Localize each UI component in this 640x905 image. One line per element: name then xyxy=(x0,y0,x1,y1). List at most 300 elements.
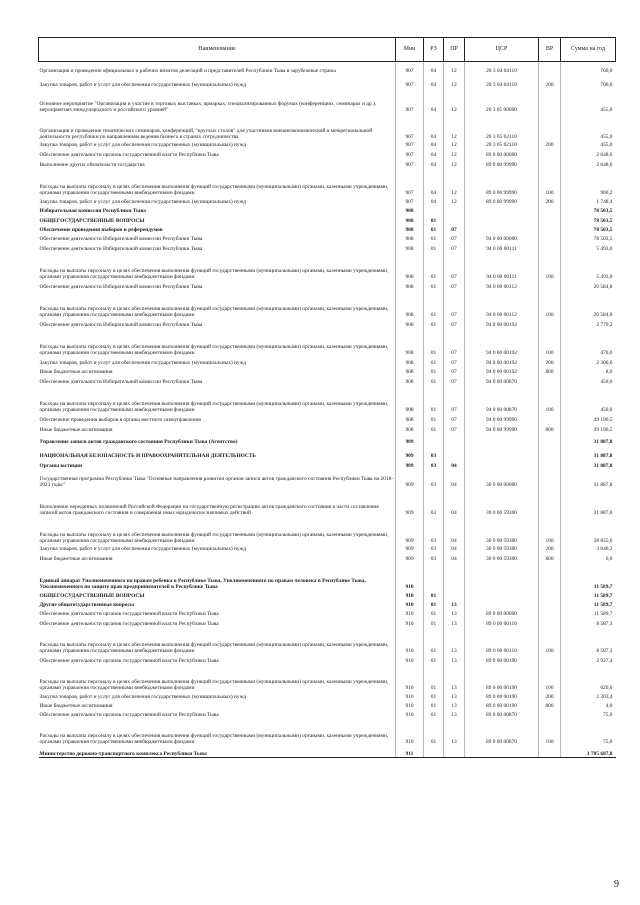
row-vr-cell xyxy=(539,206,561,215)
row-csr-cell: 30 0 00 59300 xyxy=(465,517,539,545)
row-name-cell: Иные бюджетные ассигнования xyxy=(39,703,113,710)
row-pr-cell: 13 xyxy=(444,701,465,710)
row-rz-cell xyxy=(424,563,444,591)
row-min-cell: 910 xyxy=(396,701,424,710)
row-vr-cell xyxy=(539,159,561,169)
table-row xyxy=(39,446,616,460)
table-row xyxy=(39,75,616,89)
row-name-cell: Закупка товаров, работ и услуг для обеспечения государственных (муниципальных) нужд xyxy=(39,546,247,553)
table-row xyxy=(39,460,616,470)
row-rz-cell: 04 xyxy=(424,197,444,206)
row-name-cell: Расходы на выплаты персоналу в целях обеспечения выполнения функций государственными (муниципальными) органами, казенными учреждениями, органами управления государственными внебюджетными фондами xyxy=(39,343,389,357)
row-sum-cell: 5 493,0 xyxy=(561,243,616,253)
row-sum-cell: 49 196,5 xyxy=(561,414,616,424)
row-vr-cell xyxy=(539,376,561,386)
row-vr-cell: 100 xyxy=(539,329,561,357)
row-name-cell: Обеспечение деятельности органов государственной власти Республики Тыва xyxy=(39,611,219,618)
row-vr-cell: 100 xyxy=(539,253,561,281)
row-sum-cell: 78 503,5 xyxy=(561,206,616,215)
row-vr-cell xyxy=(539,414,561,424)
row-min-cell: 910 xyxy=(396,591,424,600)
row-csr-cell: 30 0 00 00000 xyxy=(465,470,539,489)
row-csr-cell: 89 0 00 00000 xyxy=(465,149,539,159)
row-sum-cell: 78 503,5 xyxy=(561,225,616,234)
row-sum-cell: 900,2 xyxy=(561,169,616,197)
row-vr-cell: 800 xyxy=(539,424,561,434)
row-min-cell: 908 xyxy=(396,234,424,243)
row-csr-cell: 20 3 04 04110 xyxy=(465,62,539,75)
table-row xyxy=(39,89,616,114)
row-csr-cell: 94 0 00 99990 xyxy=(465,424,539,434)
row-rz-cell: 01 xyxy=(424,225,444,234)
row-csr-cell: 89 0 00 00190 xyxy=(465,665,539,692)
row-vr-cell: 800 xyxy=(539,701,561,710)
row-min-cell: 908 xyxy=(396,386,424,414)
row-vr-cell xyxy=(539,710,561,719)
row-csr-cell: 89 0 00 00190 xyxy=(465,655,539,665)
row-name-cell: Обеспечение деятельности органов государственной власти Республики Тыва xyxy=(39,712,219,719)
row-rz-cell: 04 xyxy=(424,62,444,75)
row-pr-cell: 13 xyxy=(444,628,465,655)
table-row xyxy=(39,197,616,206)
row-sum-cell: 11 589,7 xyxy=(561,600,616,609)
row-min-cell: 908 xyxy=(396,357,424,367)
row-sum-cell: 49 196,5 xyxy=(561,424,616,434)
col-header-csr: ЦСР xyxy=(465,38,539,62)
row-vr-cell xyxy=(539,281,561,291)
row-name-cell: Обеспечение деятельности Избирательной комиссии Республики Тыва xyxy=(39,284,203,291)
table-row xyxy=(39,329,616,357)
row-name-cell: Обеспечение деятельности Избирательной комиссии Республики Тыва xyxy=(39,246,203,253)
row-rz-cell: 01 xyxy=(424,253,444,281)
row-sum-cell: 5 493,0 xyxy=(561,253,616,281)
row-csr-cell: 89 0 00 00110 xyxy=(465,618,539,628)
row-rz-cell: 01 xyxy=(424,701,444,710)
row-name-cell: Государственная программа Республики Тыва "Основные направления развития органов записи актов гражданского состояния Республики Тыва на 2018-2023 годы" xyxy=(39,475,394,489)
row-vr-cell xyxy=(539,655,561,665)
table-row xyxy=(39,206,616,215)
table-row xyxy=(39,655,616,665)
row-sum-cell: 11 589,7 xyxy=(561,609,616,618)
table-row xyxy=(39,470,616,489)
table-row xyxy=(39,149,616,159)
row-rz-cell xyxy=(424,206,444,215)
row-min-cell: 910 xyxy=(396,563,424,591)
row-pr-cell: 07 xyxy=(444,414,465,424)
table-row xyxy=(39,386,616,414)
row-vr-cell: 200 xyxy=(539,75,561,89)
row-csr-cell: 20 3 05 02110 xyxy=(465,114,539,141)
col-header-pr: ПР xyxy=(444,38,465,62)
row-pr-cell: 13 xyxy=(444,618,465,628)
row-min-cell: 908 xyxy=(396,424,424,434)
row-min-cell: 907 xyxy=(396,169,424,197)
row-name-cell: Обеспечение деятельности Избирательной комиссии Республики Тыва xyxy=(39,379,203,386)
row-name-cell: Расходы на выплаты персоналу в целях обеспечения выполнения функций государственными (муниципальными) органами, казенными учреждениями, органами управления государственными внебюджетными фондами xyxy=(39,267,389,281)
table-row xyxy=(39,141,616,149)
row-pr-cell: 12 xyxy=(444,89,465,114)
row-name-cell: Закупка товаров, работ и услуг для обеспечения государственных (муниципальных) нужд xyxy=(39,199,247,206)
row-vr-cell xyxy=(539,460,561,470)
col-header-vr: ВР xyxy=(539,38,561,62)
row-pr-cell: 13 xyxy=(444,719,465,746)
row-name-cell: Обеспечение деятельности Избирательной комиссии Республики Тыва xyxy=(39,322,203,329)
row-rz-cell: 01 xyxy=(424,710,444,719)
row-pr-cell: 12 xyxy=(444,159,465,169)
row-vr-cell: 200 xyxy=(539,197,561,206)
row-csr-cell xyxy=(465,225,539,234)
row-sum-cell: 20 584,8 xyxy=(561,281,616,291)
row-sum-cell: 2 927,4 xyxy=(561,655,616,665)
table-row xyxy=(39,591,616,600)
row-min-cell: 910 xyxy=(396,719,424,746)
row-sum-cell: 700,0 xyxy=(561,62,616,75)
row-csr-cell: 94 0 00 99990 xyxy=(465,414,539,424)
row-csr-cell xyxy=(465,600,539,609)
row-pr-cell: 07 xyxy=(444,281,465,291)
row-csr-cell: 20 3 05 00000 xyxy=(465,89,539,114)
row-pr-cell xyxy=(444,446,465,460)
row-sum-cell: 11 589,7 xyxy=(561,591,616,600)
row-vr-cell xyxy=(539,319,561,329)
row-sum-cell: 455,0 xyxy=(561,89,616,114)
row-vr-cell xyxy=(539,434,561,446)
row-pr-cell: 07 xyxy=(444,253,465,281)
budget-table xyxy=(38,37,616,758)
row-csr-cell: 89 0 00 99990 xyxy=(465,197,539,206)
row-name-cell: Закупка товаров, работ и услуг для обеспечения государственных (муниципальных) нужд xyxy=(39,142,247,149)
row-csr-cell: 89 0 00 00190 xyxy=(465,692,539,701)
row-pr-cell: 07 xyxy=(444,357,465,367)
row-min-cell: 907 xyxy=(396,62,424,75)
col-header-name: Наименование xyxy=(39,38,396,62)
row-vr-cell: 100 xyxy=(539,517,561,545)
row-name-cell: Единый аппарат Уполномоченного по правам ребенка в Республике Тыва, Уполномоченного по правам человека в Республике Тыва, Уполномоченного по защите прав предпринимателей в Республике Тыва xyxy=(39,577,366,591)
row-csr-cell: 94 0 00 00192 xyxy=(465,357,539,367)
row-pr-cell: 07 xyxy=(444,329,465,357)
row-rz-cell: 01 xyxy=(424,291,444,319)
row-rz-cell: 01 xyxy=(424,414,444,424)
row-csr-cell xyxy=(465,215,539,225)
row-vr-cell xyxy=(539,563,561,591)
row-name-cell: Основное мероприятие "Организация и участие в торговых выставках, ярмарках, специализированных форумах (конференциях, семинарах и др.), мероприятиях международного и российского уровней" xyxy=(39,100,377,114)
row-vr-cell: 800 xyxy=(539,367,561,376)
row-pr-cell: 07 xyxy=(444,376,465,386)
row-csr-cell: 94 0 00 00192 xyxy=(465,367,539,376)
row-min-cell: 910 xyxy=(396,665,424,692)
row-min-cell: 908 xyxy=(396,329,424,357)
row-rz-cell: 03 xyxy=(424,489,444,517)
row-rz-cell: 04 xyxy=(424,89,444,114)
row-csr-cell xyxy=(465,591,539,600)
row-name-cell: Закупка товаров, работ и услуг для обеспечения государственных (муниципальных) нужд xyxy=(39,360,247,367)
row-name-cell: Организация и проведение тематических семинаров, конференций, "круглых столов" для участников внешнеэкономической и межрегиональной деятельности республики по направлениям ведения бизнеса в странах сотрудничества xyxy=(39,127,373,141)
row-csr-cell: 30 0 00 59300 xyxy=(465,553,539,563)
row-pr-cell: 12 xyxy=(444,75,465,89)
row-csr-cell: 89 0 00 99990 xyxy=(465,159,539,169)
row-sum-cell: 75,0 xyxy=(561,710,616,719)
row-sum-cell: 78 503,5 xyxy=(561,234,616,243)
row-sum-cell: 28 835,6 xyxy=(561,517,616,545)
row-min-cell: 907 xyxy=(396,89,424,114)
row-rz-cell: 04 xyxy=(424,141,444,149)
row-csr-cell: 94 0 00 00192 xyxy=(465,329,539,357)
row-vr-cell xyxy=(539,62,561,75)
table-row xyxy=(39,114,616,141)
row-pr-cell: 04 xyxy=(444,553,465,563)
row-min-cell: 907 xyxy=(396,141,424,149)
table-header-row xyxy=(39,38,616,62)
row-pr-cell xyxy=(444,591,465,600)
row-sum-cell: 31 887,8 xyxy=(561,434,616,446)
row-pr-cell xyxy=(444,206,465,215)
table-row xyxy=(39,553,616,563)
col-header-min: Мин xyxy=(396,38,424,62)
row-rz-cell: 03 xyxy=(424,470,444,489)
table-row xyxy=(39,253,616,281)
row-min-cell: 910 xyxy=(396,655,424,665)
row-pr-cell: 07 xyxy=(444,234,465,243)
row-sum-cell: 450,0 xyxy=(561,376,616,386)
row-sum-cell: 8,6 xyxy=(561,367,616,376)
table-row xyxy=(39,225,616,234)
row-name-cell: Расходы на выплаты персоналу в целях обеспечения выполнения функций государственными (муниципальными) органами, казенными учреждениями, органами управления государственными внебюджетными фондами xyxy=(39,183,389,197)
row-rz-cell: 01 xyxy=(424,424,444,434)
row-rz-cell: 01 xyxy=(424,609,444,618)
row-min-cell: 910 xyxy=(396,618,424,628)
table-row xyxy=(39,692,616,701)
row-rz-cell: 04 xyxy=(424,114,444,141)
table-row xyxy=(39,434,616,446)
col-header-sum: Сумма на год xyxy=(561,38,616,62)
row-vr-cell xyxy=(539,609,561,618)
row-pr-cell: 13 xyxy=(444,692,465,701)
row-vr-cell: 100 xyxy=(539,665,561,692)
table-row xyxy=(39,414,616,424)
row-pr-cell: 07 xyxy=(444,225,465,234)
row-pr-cell: 13 xyxy=(444,710,465,719)
row-pr-cell: 12 xyxy=(444,141,465,149)
row-min-cell: 909 xyxy=(396,460,424,470)
table-row xyxy=(39,701,616,710)
table-row xyxy=(39,234,616,243)
row-vr-cell: 800 xyxy=(539,553,561,563)
row-name-cell: Выполнение других обязательств государства xyxy=(39,162,145,169)
row-pr-cell: 04 xyxy=(444,517,465,545)
table-row xyxy=(39,424,616,434)
row-pr-cell: 04 xyxy=(444,470,465,489)
row-min-cell: 908 xyxy=(396,206,424,215)
table-row xyxy=(39,600,616,609)
row-csr-cell xyxy=(465,446,539,460)
row-name-cell: Организация и проведение официальных и рабочих визитов делегаций и представителей Республики Тыва в зарубежные страны xyxy=(39,68,336,75)
row-rz-cell: 01 xyxy=(424,367,444,376)
row-min-cell: 909 xyxy=(396,434,424,446)
row-vr-cell xyxy=(539,243,561,253)
row-min-cell: 908 xyxy=(396,414,424,424)
row-pr-cell: 07 xyxy=(444,319,465,329)
row-min-cell: 908 xyxy=(396,291,424,319)
row-name-cell: Расходы на выплаты персоналу в целях обеспечения выполнения функций государственными (муниципальными) органами, казенными учреждениями, органами управления государственными внебюджетными фондами xyxy=(39,305,389,319)
row-min-cell: 908 xyxy=(396,319,424,329)
row-min-cell: 908 xyxy=(396,376,424,386)
row-name-cell: Иные бюджетные ассигнования xyxy=(39,556,113,563)
row-rz-cell: 01 xyxy=(424,665,444,692)
row-sum-cell: 8 587,3 xyxy=(561,618,616,628)
row-csr-cell xyxy=(465,460,539,470)
row-vr-cell xyxy=(539,234,561,243)
row-name-cell: Избирательная комиссия Республики Тыва xyxy=(39,208,146,215)
row-sum-cell: 6,0 xyxy=(561,553,616,563)
row-pr-cell: 13 xyxy=(444,655,465,665)
row-sum-cell: 2 648,6 xyxy=(561,149,616,159)
row-rz-cell: 04 xyxy=(424,169,444,197)
table-row xyxy=(39,545,616,553)
table-row xyxy=(39,746,616,758)
row-vr-cell xyxy=(539,149,561,159)
row-sum-cell: 11 589,7 xyxy=(561,563,616,591)
row-csr-cell: 89 0 00 00110 xyxy=(465,628,539,655)
row-vr-cell xyxy=(539,89,561,114)
row-min-cell: 910 xyxy=(396,710,424,719)
row-min-cell: 909 xyxy=(396,470,424,489)
row-rz-cell: 03 xyxy=(424,446,444,460)
row-sum-cell: 4,0 xyxy=(561,701,616,710)
row-sum-cell: 700,0 xyxy=(561,75,616,89)
row-pr-cell xyxy=(444,434,465,446)
row-rz-cell: 01 xyxy=(424,600,444,609)
row-rz-cell xyxy=(424,746,444,758)
row-rz-cell: 01 xyxy=(424,243,444,253)
row-min-cell: 910 xyxy=(396,628,424,655)
row-csr-cell xyxy=(465,563,539,591)
row-vr-cell xyxy=(539,446,561,460)
row-vr-cell xyxy=(539,489,561,517)
row-name-cell: Обеспечение деятельности органов государственной власти Республики Тыва xyxy=(39,658,219,665)
row-rz-cell: 01 xyxy=(424,719,444,746)
row-name-cell: ОБЩЕГОСУДАРСТВЕННЫЕ ВОПРОСЫ xyxy=(39,218,145,225)
row-name-cell: Обеспечение деятельности органов государственной власти Республики Тыва xyxy=(39,152,219,159)
row-min-cell: 908 xyxy=(396,243,424,253)
row-sum-cell: 75,0 xyxy=(561,719,616,746)
row-rz-cell: 01 xyxy=(424,319,444,329)
row-sum-cell: 31 887,8 xyxy=(561,446,616,460)
row-rz-cell: 04 xyxy=(424,75,444,89)
row-pr-cell: 12 xyxy=(444,149,465,159)
row-sum-cell: 450,0 xyxy=(561,386,616,414)
row-min-cell: 910 xyxy=(396,609,424,618)
row-min-cell: 910 xyxy=(396,692,424,701)
row-sum-cell: 31 887,8 xyxy=(561,460,616,470)
table-row xyxy=(39,367,616,376)
table-row xyxy=(39,489,616,517)
table-row xyxy=(39,563,616,591)
row-sum-cell: 3 046,2 xyxy=(561,545,616,553)
row-rz-cell: 01 xyxy=(424,329,444,357)
table-row xyxy=(39,319,616,329)
row-name-cell: Расходы на выплаты персоналу в целях обеспечения выполнения функций государственными (муниципальными) органами, казенными учреждениями, органами управления государственными внебюджетными фондами xyxy=(39,400,389,414)
row-pr-cell: 07 xyxy=(444,243,465,253)
table-row xyxy=(39,159,616,169)
table-body xyxy=(39,62,616,758)
row-sum-cell: 455,0 xyxy=(561,141,616,149)
row-csr-cell: 94 0 00 00870 xyxy=(465,386,539,414)
row-pr-cell: 12 xyxy=(444,114,465,141)
row-sum-cell: 31 887,8 xyxy=(561,470,616,489)
row-rz-cell: 03 xyxy=(424,460,444,470)
row-rz-cell: 01 xyxy=(424,357,444,367)
row-vr-cell: 100 xyxy=(539,719,561,746)
row-min-cell: 910 xyxy=(396,600,424,609)
row-vr-cell xyxy=(539,470,561,489)
row-rz-cell: 03 xyxy=(424,545,444,553)
table-row xyxy=(39,243,616,253)
row-csr-cell xyxy=(465,746,539,758)
row-vr-cell xyxy=(539,225,561,234)
row-min-cell: 907 xyxy=(396,114,424,141)
table-row xyxy=(39,710,616,719)
row-vr-cell xyxy=(539,114,561,141)
row-sum-cell: 620,0 xyxy=(561,665,616,692)
row-sum-cell: 2 303,4 xyxy=(561,692,616,701)
row-csr-cell: 94 0 00 00112 xyxy=(465,281,539,291)
row-name-cell: Выполнение переданных полномочий Российской Федерации на государственную регистрацию актов гражданского состояния в части составления записей актов гражданского состояния и совершения иных юридически значимых действий xyxy=(39,503,379,517)
row-min-cell: 909 xyxy=(396,517,424,545)
page-number: 9 xyxy=(614,879,619,890)
row-sum-cell: 2 779,2 xyxy=(561,319,616,329)
row-sum-cell: 1 785 687,8 xyxy=(561,746,616,758)
row-rz-cell: 01 xyxy=(424,234,444,243)
row-rz-cell: 03 xyxy=(424,553,444,563)
row-name-cell: Иные бюджетные ассигнования xyxy=(39,427,113,434)
row-sum-cell: 31 887,8 xyxy=(561,489,616,517)
row-name-cell: Расходы на выплаты персоналу в целях обеспечения выполнения функций государственными (муниципальными) органами, казенными учреждениями, органами управления государственными внебюджетными фондами xyxy=(39,641,389,655)
row-vr-cell: 100 xyxy=(539,628,561,655)
row-rz-cell: 04 xyxy=(424,149,444,159)
row-csr-cell: 20 3 05 02110 xyxy=(465,141,539,149)
row-pr-cell: 07 xyxy=(444,386,465,414)
row-csr-cell: 89 0 00 00870 xyxy=(465,710,539,719)
table-row xyxy=(39,609,616,618)
row-rz-cell: 01 xyxy=(424,386,444,414)
row-min-cell: 909 xyxy=(396,489,424,517)
row-pr-cell: 13 xyxy=(444,600,465,609)
row-pr-cell xyxy=(444,215,465,225)
row-name-cell: Расходы на выплаты персоналу в целях обеспечения выполнения функций государственными (муниципальными) органами, казенными учреждениями, органами управления государственными внебюджетными фондами xyxy=(39,732,389,746)
row-name-cell: НАЦИОНАЛЬНАЯ БЕЗОПАСНОСТЬ И ПРАВООХРАНИТЕЛЬНАЯ ДЕЯТЕЛЬНОСТЬ xyxy=(39,453,256,460)
row-rz-cell: 04 xyxy=(424,159,444,169)
row-vr-cell: 200 xyxy=(539,357,561,367)
row-pr-cell: 04 xyxy=(444,489,465,517)
col-header-rz: РЗ xyxy=(424,38,444,62)
row-min-cell: 909 xyxy=(396,446,424,460)
row-sum-cell: 2 648,6 xyxy=(561,159,616,169)
table-row xyxy=(39,665,616,692)
row-csr-cell: 30 0 00 59300 xyxy=(465,489,539,517)
row-csr-cell: 94 0 00 00111 xyxy=(465,253,539,281)
row-min-cell: 909 xyxy=(396,545,424,553)
table-row xyxy=(39,517,616,545)
row-pr-cell: 12 xyxy=(444,169,465,197)
row-rz-cell: 01 xyxy=(424,628,444,655)
row-min-cell: 909 xyxy=(396,553,424,563)
table-row xyxy=(39,376,616,386)
row-min-cell: 907 xyxy=(396,75,424,89)
row-sum-cell: 455,0 xyxy=(561,114,616,141)
row-rz-cell: 01 xyxy=(424,655,444,665)
row-pr-cell: 07 xyxy=(444,424,465,434)
row-rz-cell: 01 xyxy=(424,591,444,600)
